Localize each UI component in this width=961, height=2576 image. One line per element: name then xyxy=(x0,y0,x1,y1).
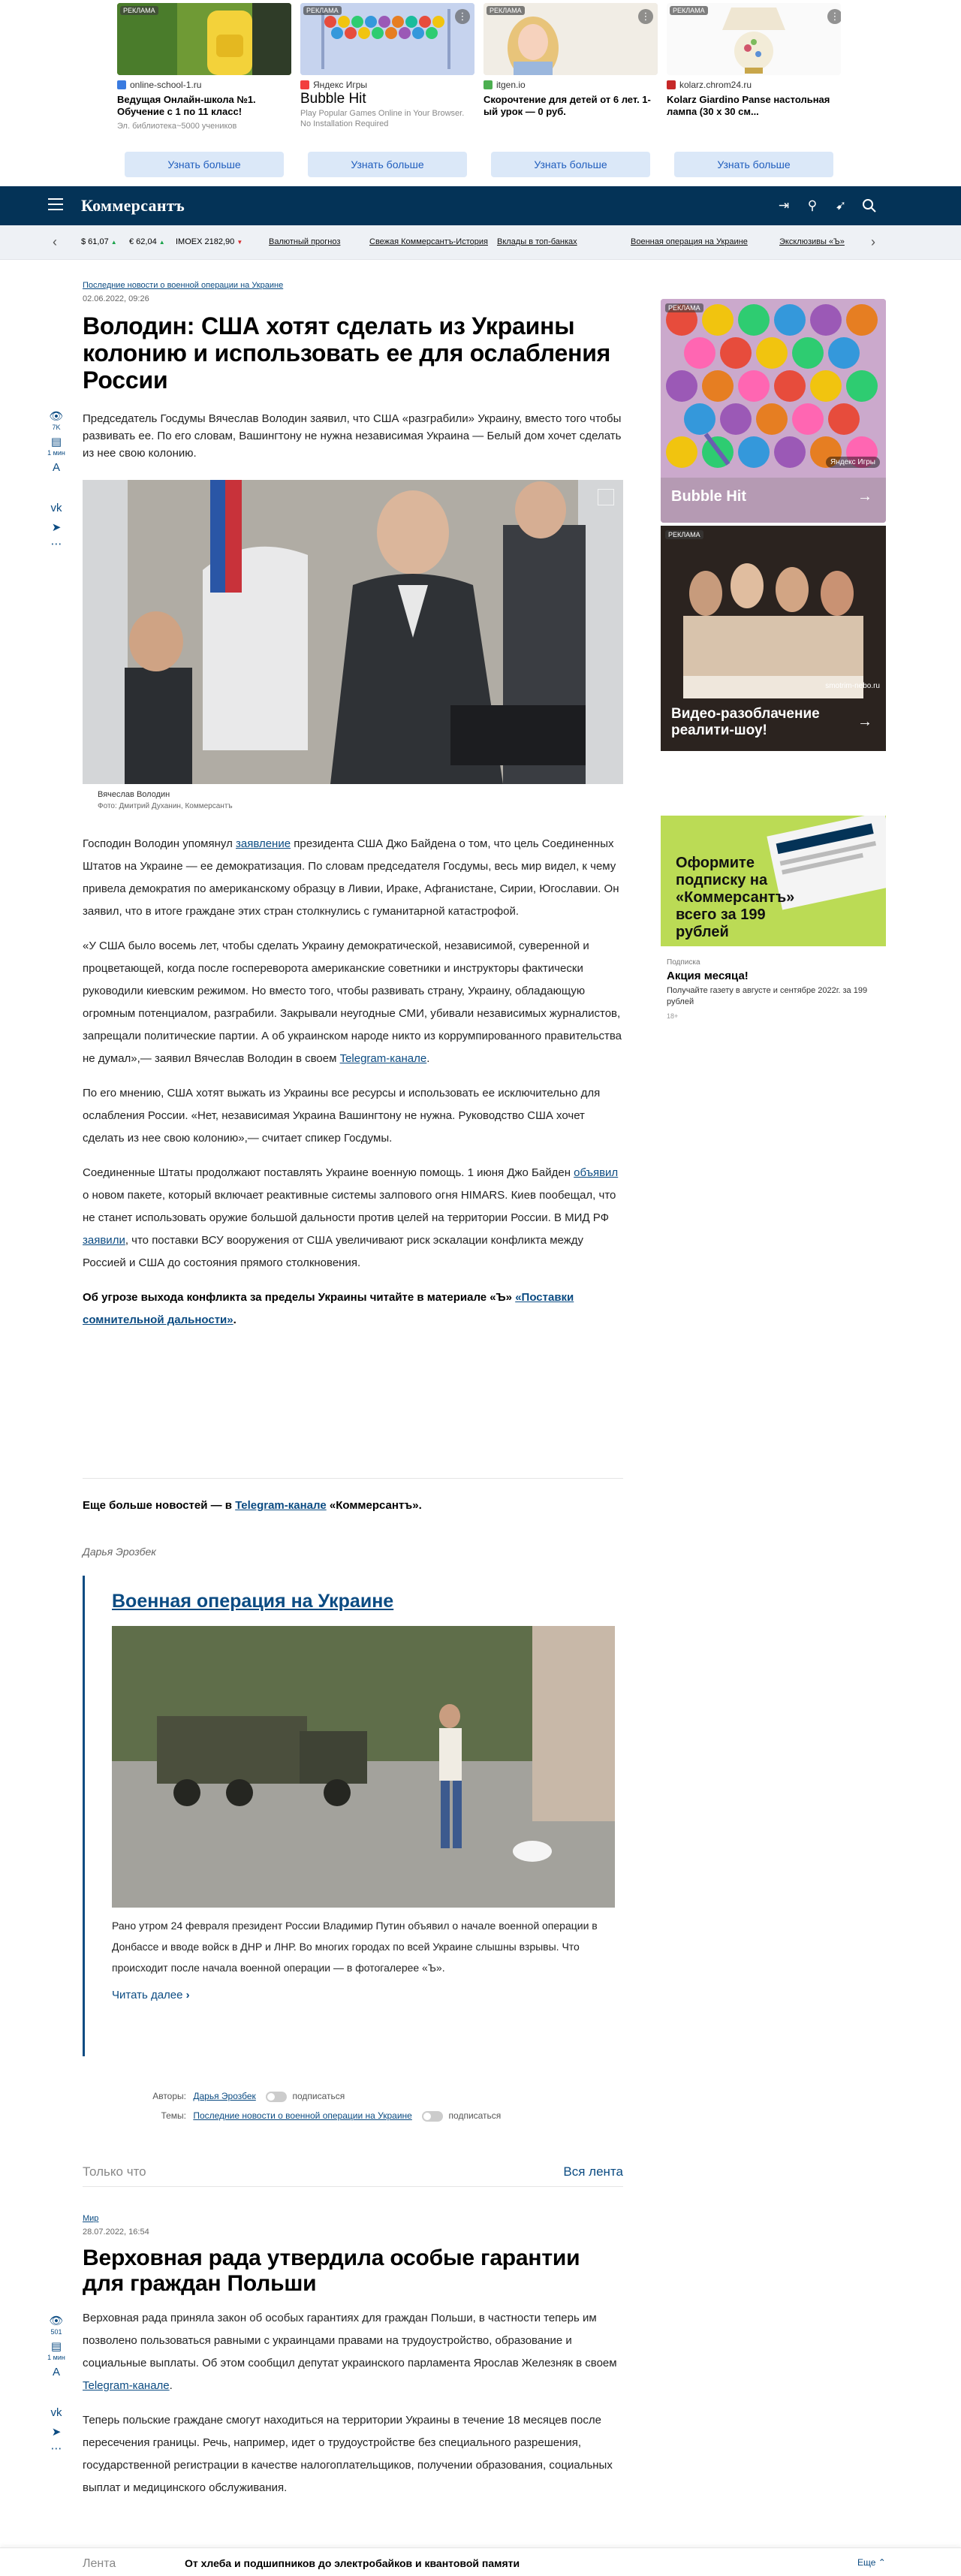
ad-domain[interactable]: kolarz.chrom24.ru xyxy=(667,80,841,90)
eur-rate[interactable]: € 62,04 ▲ xyxy=(129,237,165,246)
rail-ad-hills[interactable] xyxy=(661,526,886,751)
arrow-up-icon: ▲ xyxy=(158,239,165,246)
imoex-rate[interactable]: IMOEX 2182,90 ▼ xyxy=(176,237,243,246)
eye-icon: 👁 xyxy=(49,2315,64,2327)
ticker-bar xyxy=(0,225,961,260)
ad-image[interactable] xyxy=(484,3,658,75)
telegram-link[interactable]: Telegram-канале xyxy=(339,1052,427,1065)
subscriptions-block xyxy=(128,2091,501,2130)
eye-icon: 👁 xyxy=(49,410,64,423)
vk-share-icon[interactable]: vk xyxy=(50,502,62,514)
ad-domain[interactable]: itgen.io xyxy=(484,80,658,90)
ad-card-itgen[interactable] xyxy=(484,3,658,180)
article-date: 28.07.2022, 16:54 xyxy=(83,2228,149,2237)
article-date: 02.06.2022, 09:26 xyxy=(83,294,149,303)
feed-headline[interactable]: От хлеба и подшипников до электробайков и квантовой памяти xyxy=(185,2557,520,2569)
ad-card-online-school[interactable] xyxy=(117,3,291,180)
article-title: Верховная рада утвердила особые гарантии для граждан Польши xyxy=(83,2246,580,2296)
bubble xyxy=(810,304,842,336)
telegram-share-icon[interactable]: ➤ xyxy=(51,521,62,534)
bubble xyxy=(720,337,752,369)
arrow-right-icon[interactable]: → xyxy=(857,713,872,730)
authors-row: Авторы: Дарья Эрозбек подписаться xyxy=(152,2091,345,2101)
promo-photo[interactable] xyxy=(112,1626,615,1908)
more-share-icon[interactable]: ⋯ xyxy=(50,2442,62,2455)
promo-title-link[interactable]: Военная операция на Украине xyxy=(112,1591,394,1612)
feed-header xyxy=(83,2164,623,2187)
ad-menu-icon[interactable]: ⋮ xyxy=(455,9,470,24)
bubble xyxy=(774,436,806,468)
bubble xyxy=(810,370,842,402)
all-news-link[interactable]: Вся лента xyxy=(563,2164,623,2179)
theme-subscribe-toggle[interactable] xyxy=(422,2111,443,2122)
article-paragraph-2: «У США было восемь лет, чтобы сделать Украину демократической, независимой, суверенной и процветающей, когда после госпереворота американские советники и инструкторы фактически руководили киевским режимом. Но вместо того, чтобы развивать страну, Украину, обладающую огромным потенциалом, разграбили. Закрывали неугодные СМИ, убивали независимых журналистов, запрещали политические партии. А об украинском народе никто из коррумпированного правительства не думал»,— заявил Вячеслав Володин в своем Telegram-канале. xyxy=(83,940,622,1065)
bubble xyxy=(702,304,734,336)
article-rubric-link[interactable]: Последние новости о военной операции на Украине xyxy=(83,281,284,290)
login-icon[interactable]: ⇥ xyxy=(778,198,790,213)
article-photo[interactable] xyxy=(83,480,623,784)
site-header xyxy=(0,186,961,225)
theme-link[interactable]: Последние новости о военной операции на Украине xyxy=(193,2110,412,2121)
chevron-up-icon: ⌃ xyxy=(878,2557,886,2568)
ad-learn-more-button[interactable]: Узнать больше xyxy=(491,152,650,177)
bubble xyxy=(666,370,697,402)
subscription-name[interactable]: Акция месяца! xyxy=(667,970,749,982)
telegram-promo-line: Еще больше новостей — в Telegram-канале «Коммерсантъ». xyxy=(83,1499,422,1512)
bubble xyxy=(828,337,860,369)
read-time: 1 мин xyxy=(47,449,65,457)
bubble xyxy=(792,337,824,369)
article2-paragraph-1: Верховная рада приняла закон об особых гарантиях для граждан Польши, в частности теперь им позволено пользоваться равными с украинцами правами на трудоустройство, образование и социальные выплаты. Об этом сообщил депутат украинского парламента Ярослав Железняк в своем Telegram-канале. xyxy=(83,2312,617,2392)
ad-menu-icon[interactable]: ⋮ xyxy=(638,9,653,24)
ad-label: РЕКЛАМА xyxy=(665,303,703,312)
views-count: 7K xyxy=(52,424,61,431)
feed-label: Только что xyxy=(83,2164,146,2179)
ticker-link[interactable]: Валютный прогноз xyxy=(269,237,341,246)
subscription-title[interactable]: Оформите подписку на «Коммерсантъ» всего за 199 рублей xyxy=(676,855,795,940)
chevron-left-icon[interactable]: ‹ xyxy=(53,234,57,249)
feed-expand-button[interactable]: Еще ⌃ xyxy=(857,2557,886,2568)
bubble xyxy=(756,403,788,435)
more-share-icon[interactable]: ⋯ xyxy=(50,538,62,550)
inline-link[interactable]: заявление xyxy=(236,837,291,850)
subscription-text-block: Подписка Акция месяца! Получайте газету в августе и сентябре 2022г. за 199 рублей 18+ xyxy=(667,958,877,1020)
article-rubric-link[interactable]: Мир xyxy=(83,2214,99,2223)
rail-ad-title[interactable]: Видео-разоблачение реалити-шоу! xyxy=(671,706,820,738)
ad-title[interactable]: Bubble Hit xyxy=(300,91,366,107)
ad-learn-more-button[interactable]: Узнать больше xyxy=(674,152,833,177)
bubble xyxy=(738,304,770,336)
bubble xyxy=(666,436,697,468)
telegram-link[interactable]: Telegram-канале xyxy=(83,2379,170,2392)
top-ads-strip xyxy=(0,0,961,186)
bubble xyxy=(684,403,715,435)
article-lead: Председатель Госдумы Вячеслав Володин заявил, что США «разграбили» Украину, вместо того чтобы развивать ее. По его словам, Вашингтону не нужна независимая Украина — Белый дом хочет сделать из нее свою колонию. xyxy=(83,412,622,460)
bubble xyxy=(738,436,770,468)
ad-label: РЕКЛАМА xyxy=(303,6,342,15)
ad-domain[interactable]: online-school-1.ru xyxy=(117,80,291,90)
bubble xyxy=(774,370,806,402)
telegram-share-icon[interactable]: ➤ xyxy=(51,2426,62,2439)
photo-credit: Фото: Дмитрий Духанин, Коммерсантъ xyxy=(98,802,233,810)
related-material-paragraph: Об угрозе выхода конфликта за пределы Украины читайте в материале «Ъ» «Поставки сомнительной дальности». xyxy=(83,1291,574,1326)
font-size-icon[interactable]: A xyxy=(52,2366,60,2378)
feed-label: Лента xyxy=(83,2557,116,2570)
ad-label: РЕКЛАМА xyxy=(670,6,708,15)
views-count: 501 xyxy=(50,2328,62,2336)
arrow-down-icon: ▼ xyxy=(236,239,243,246)
bubble xyxy=(774,304,806,336)
favicon-icon xyxy=(117,80,126,89)
ad-card-bubble-hit[interactable] xyxy=(300,3,474,180)
arrow-up-icon: ▲ xyxy=(110,239,117,246)
ticker-link[interactable]: Эксклюзивы «Ъ» xyxy=(779,237,845,246)
chevron-right-icon: › xyxy=(185,1989,190,2001)
article-share-rail xyxy=(45,410,68,551)
ad-learn-more-button[interactable]: Узнать больше xyxy=(308,152,467,177)
article-title: Володин: США хотят сделать из Украины колонию и использовать ее для ослабления России xyxy=(83,312,611,394)
yandex-games-icon xyxy=(300,80,309,89)
rail-ad-title[interactable]: Bubble Hit xyxy=(671,488,746,505)
ad-image[interactable] xyxy=(667,3,841,75)
read-time: 1 мин xyxy=(47,2354,65,2361)
book-icon: ▤ xyxy=(50,436,62,448)
ticker-link[interactable]: Военная операция на Украине xyxy=(631,237,748,246)
search-icon[interactable] xyxy=(862,198,877,213)
article2-paragraph-2: Теперь польские граждане смогут находиться на территории Украины в течение 18 месяцев после пересечения границы. Речь, например, идет о трудоустройстве без специального разрешения, государственной регистрации в качестве налогоплательщиков, получении образования, социальных выплат и медицинского обслуживания. xyxy=(83,2414,613,2494)
ad-label: РЕКЛАМА xyxy=(487,6,525,15)
ad-learn-more-button[interactable]: Узнать больше xyxy=(125,152,284,177)
themes-row: Темы: Последние новости о военной операции на Украине подписаться xyxy=(161,2110,502,2121)
ad-title[interactable]: Ведущая Онлайн-школа №1. Обучение с 1 по 11 класс! xyxy=(117,94,256,117)
divider xyxy=(83,1478,623,1479)
ad-domain[interactable]: Яндекс Игры xyxy=(300,80,474,90)
rail-ad-bubble-hit[interactable] xyxy=(661,299,886,523)
photo-caption: Вячеслав Володин xyxy=(98,790,170,799)
ad-description: Эл. библиотека~5000 учеников xyxy=(117,122,237,131)
article-next xyxy=(83,2211,623,2499)
bubble xyxy=(846,370,878,402)
war-operation-block xyxy=(83,1576,623,2056)
promo-text: Рано утром 24 февраля президент России Владимир Путин объявил о начале военной операции в Донбассе и вводе войск в ДНР и ЛНР. Во многих городах по всей Украине слышны взрывы. Что происходит после начала военной операции — в фотогалерее «Ъ». xyxy=(112,1920,598,1974)
article-paragraph-4: Соединенные Штаты продолжают поставлять Украине военную помощь. 1 июня Джо Байден объявил о новом пакете, который включает реактивные системы залпового огня HIMARS. Киев пообещал, что не станет использовать оружие большой дальности против целей на территории России. В МИД РФ заявили, что поставки ВСУ вооружения от США увеличивают риск эскалации конфликта между Россией и США до состояния прямого столкновения. xyxy=(83,1166,619,1269)
vk-share-icon[interactable]: vk xyxy=(50,2406,62,2419)
ad-image[interactable] xyxy=(300,3,474,75)
photo-volodin xyxy=(83,480,623,784)
ad-label: РЕКЛАМА xyxy=(120,6,158,15)
ad-domain[interactable]: smotrim-nebo.ru xyxy=(825,682,880,690)
ticker-link[interactable]: Вклады в топ-банках xyxy=(497,237,577,246)
ad-title[interactable]: Скорочтение для детей от 6 лет. 1-ый урок — 0 руб. xyxy=(484,94,651,117)
read-more-link[interactable]: Читать далее › xyxy=(112,1989,190,2001)
author-subscribe-toggle[interactable] xyxy=(266,2092,287,2102)
article-author: Дарья Эрозбек xyxy=(83,1546,156,1558)
bubble xyxy=(792,403,824,435)
bubble xyxy=(756,337,788,369)
bubble xyxy=(720,403,752,435)
book-icon: ▤ xyxy=(50,2340,62,2353)
bubble xyxy=(738,370,770,402)
ad-title[interactable]: Kolarz Giardino Panse настольная лампа (30 x 30 см... xyxy=(667,94,830,117)
yandex-games-badge: Яндекс Игры xyxy=(826,457,880,468)
article-paragraph-1: Господин Володин упомянул заявление президента США Джо Байдена о том, что цель Соединенных Штатов на Украине — ее демократизация. По словам председателя Госдумы, весь мир видел, к чему привела демократия по американскому образцу в Ливии, Ираке, Афганистане, Сирии, Югославии. Он заявил, что в итоге граждане этих стран столкнулись с гуманитарной катастрофой. xyxy=(83,837,619,918)
telegram-channel-link[interactable]: Telegram-канале xyxy=(235,1499,327,1512)
favicon-icon xyxy=(667,80,676,89)
ticker-link[interactable]: Свежая Коммерсантъ-История xyxy=(369,237,488,246)
expand-icon[interactable] xyxy=(598,489,614,505)
bubble xyxy=(828,403,860,435)
subscription-promo[interactable] xyxy=(661,816,886,946)
ad-label: РЕКЛАМА xyxy=(665,530,703,539)
font-size-icon[interactable]: A xyxy=(52,461,60,474)
ad-image[interactable] xyxy=(117,3,291,75)
site-logo[interactable]: Коммерсантъ xyxy=(81,196,185,215)
inline-link[interactable]: объявил xyxy=(574,1166,619,1179)
article-paragraph-3: По его мнению, США хотят выжать из Украины все ресурсы и использовать ее исключительно для ослабления России. «Нет, независимая Украина Вашингтону не нужна. Руководство США хочет сделать из нее свою колонию»,— считает спикер Госдумы. xyxy=(83,1087,601,1145)
ad-description: Play Popular Games Online in Your Browser. No Installation Required xyxy=(300,109,465,128)
bubble xyxy=(684,337,715,369)
related-material-link[interactable]: «Поставки сомнительной дальности» xyxy=(83,1291,574,1326)
ad-card-kolarz[interactable] xyxy=(667,3,841,180)
article2-share-rail xyxy=(45,2315,68,2456)
chevron-right-icon[interactable]: › xyxy=(871,234,875,249)
menu-icon[interactable] xyxy=(48,198,63,212)
favicon-icon xyxy=(484,80,493,89)
photo-convoy xyxy=(112,1626,615,1908)
location-pin-icon[interactable]: ⚲ xyxy=(807,198,818,213)
bottom-feed-bar xyxy=(0,2547,961,2576)
ad-menu-icon[interactable]: ⋮ xyxy=(827,9,841,24)
bubble xyxy=(846,304,878,336)
article-main xyxy=(83,278,623,1332)
bubble xyxy=(702,370,734,402)
arrow-right-icon[interactable]: → xyxy=(857,488,872,505)
author-link[interactable]: Дарья Эрозбек xyxy=(193,2091,256,2101)
usd-rate[interactable]: $ 61,07 ▲ xyxy=(81,237,117,246)
inline-link[interactable]: заявили xyxy=(83,1234,125,1247)
podcast-icon[interactable]: ➹ xyxy=(835,198,847,213)
